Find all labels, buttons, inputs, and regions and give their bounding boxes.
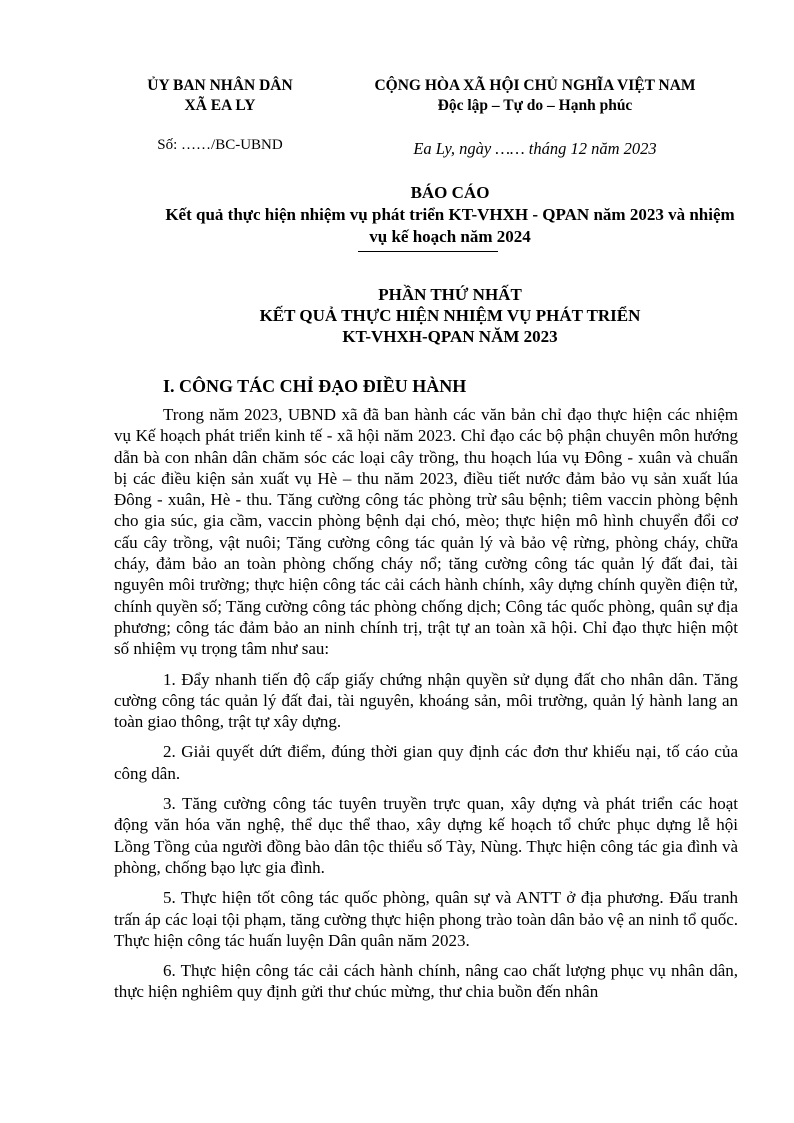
paragraph: 2. Giải quyết dứt điểm, đúng thời gian quy định các đơn thư khiếu nại, tố cáo của công dân. [114, 742, 738, 783]
report-title [160, 182, 740, 248]
motto: Độc lập – Tự do – Hạnh phúc [437, 97, 633, 114]
issuing-authority [120, 76, 320, 116]
place-date: Ea Ly, ngày …… tháng 12 năm 2023 [413, 139, 657, 158]
report-subject: Kết quả thực hiện nhiệm vụ phát triển KT-VHXH - QPAN năm 2023 và nhiệm vụ kế hoạch năm 2024 [165, 205, 735, 246]
section-heading: I. CÔNG TÁC CHỈ ĐẠO ĐIỀU HÀNH [163, 376, 467, 396]
paragraph: 1. Đẩy nhanh tiến độ cấp giấy chứng nhận quyền sử dụng đất cho nhân dân. Tăng cường công tác quản lý đất đai, tài nguyên, khoáng sản, môi trường, quản lý hành lang an toàn giao thông, trật tự xây dựng. [114, 669, 738, 732]
part-line-1: PHẦN THỨ NHẤT [378, 285, 522, 304]
part-line-3: KT-VHXH-QPAN NĂM 2023 [342, 327, 558, 346]
part-line-2: KẾT QUẢ THỰC HIỆN NHIỆM VỤ PHÁT TRIỂN [259, 306, 641, 325]
paragraph: 6. Thực hiện công tác cải cách hành chính, nâng cao chất lượng phục vụ nhân dân, thực hiện nghiêm quy định gửi thư chúc mừng, thư chia buồn đến nhân [114, 961, 738, 1002]
paragraph: Trong năm 2023, UBND xã đã ban hành các văn bản chỉ đạo thực hiện các nhiệm vụ Kế hoạch phát triển kinh tế - xã hội năm 2023. Chỉ đạo các bộ phận chuyên môn hướng dẫn bà con nhân dân chăm sóc các loại cây trồng, thu hoạch lúa vụ Đông - xuân và chuẩn bị các điều kiện sản xuất vụ Hè – thu năm 2023, điều tiết nước đảm bảo vụ sản xuất lúa Đông - xuân, Hè - thu. Tăng cường công tác phòng trừ sâu bệnh; tiêm vaccin phòng bệnh cho gia súc, gia cầm, vaccin phòng bệnh dại chó, mèo; thực hiện mô hình chuyển đổi cơ cấu cây trồng, vật nuôi; Tăng cường công tác quản lý và bảo vệ rừng, phòng cháy, chữa cháy, đảm bảo an toàn phòng chống cháy nổ; tăng cường công tác quản lý đất đai, tài nguyên môi trường; thực hiện công tác cải cách hành chính, xây dựng chính quyền điện tử, chính quyền số; Tăng cường công tác phòng chống dịch; Công tác quốc phòng, quân sự địa phương; công tác đảm bảo an ninh chính trị, trật tự an toàn xã hội. Chỉ đạo thực hiện một số nhiệm vụ trọng tâm như sau: [114, 405, 738, 659]
part-heading [160, 284, 740, 347]
report-type: BÁO CÁO [410, 183, 490, 202]
national-motto [340, 76, 730, 116]
paragraph: 5. Thực hiện tốt công tác quốc phòng, quân sự và ANTT ở địa phương. Đấu tranh trấn áp các loại tội phạm, tăng cường thực hiện phong trào toàn dân bảo vệ an ninh tổ quốc. Thực hiện công tác huấn luyện Dân quân năm 2023. [114, 888, 738, 950]
document-number: Số: ……/BC-UBND [157, 137, 283, 153]
nation-name: CỘNG HÒA XÃ HỘI CHỦ NGHĨA VIỆT NAM [374, 77, 696, 94]
paragraph: 3. Tăng cường công tác tuyên truyền trực quan, xây dựng và phát triển các hoạt động văn hóa văn nghệ, thể dục thể thao, xây dựng kế hoạch tổ chức phục dựng lễ hội Lồng Tồng của người đồng bào dân tộc thiểu số Tày, Nùng. Thực hiện công tác gia đình và phòng, chống bạo lực gia đình. [114, 794, 738, 877]
section-body [114, 404, 738, 1012]
authority-line-1: ỦY BAN NHÂN DÂN [147, 77, 293, 94]
title-underline [358, 251, 498, 252]
authority-line-2: XÃ EA LY [184, 97, 256, 114]
